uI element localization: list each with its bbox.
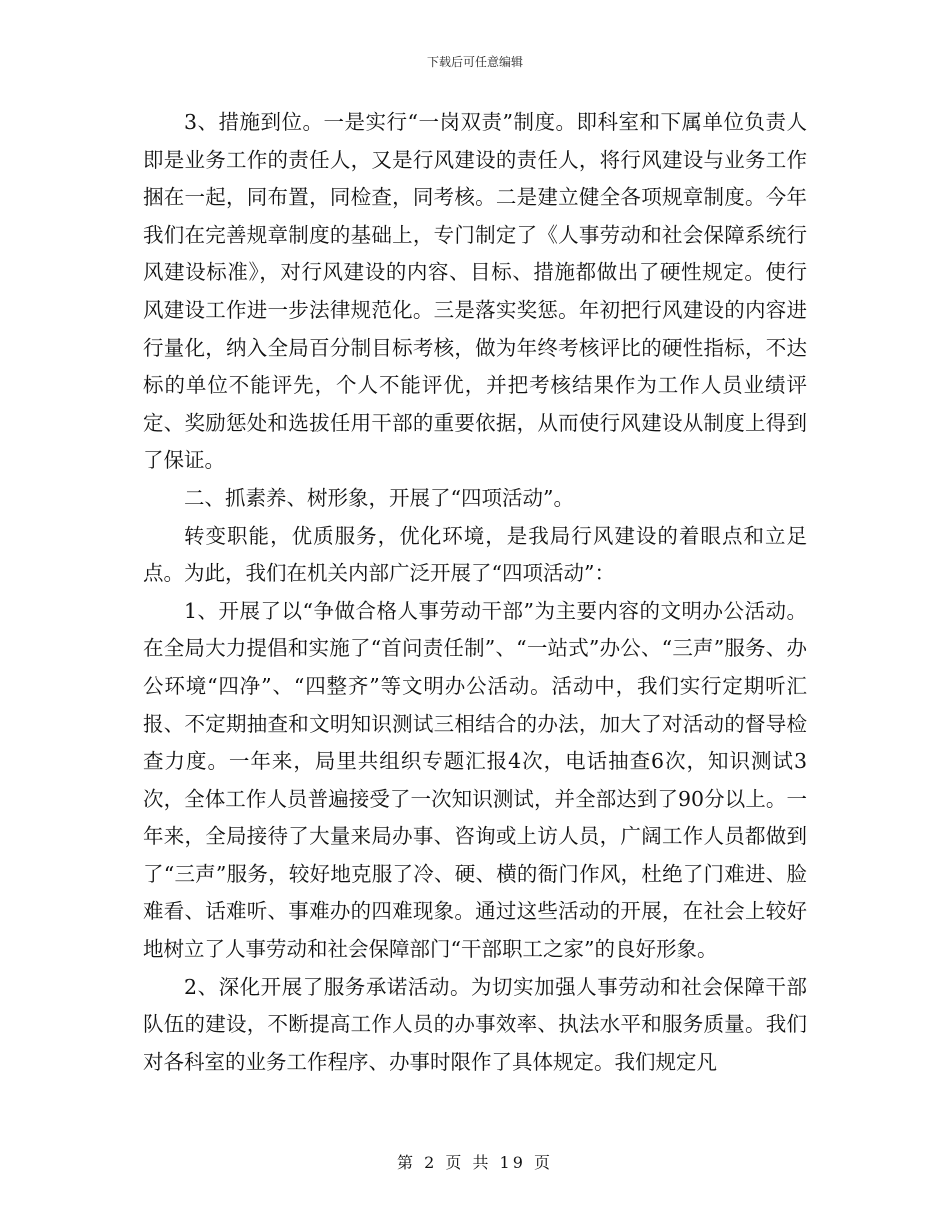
paragraph-activity-2: 2、深化开展了服务承诺活动。为切实加强人事劳动和社会保障干部队伍的建设，不断提高工作人员的办事效率、执法水平和服务质量。我们对各科室的业务工作程序、办事时限作了具体规定。我们规定凡 (143, 974, 807, 1074)
paragraph-activity-1: 1、开展了以“争做合格人事劳动干部”为主要内容的文明办公活动。在全局大力提倡和实施了“首问责任制”、“一站式”办公、“三声”服务、办公环境“四净”、“四整齐”等文明办公活动。活动中，我们实行定期听汇报、不定期抽查和文明知识测试三相结合的办法，加大了对活动的督导检查力度。一年来，局里共组织专题汇报4次，电话抽查6次，知识测试3次，全体工作人员普遍接受了一次知识测试，并全部达到了90分以上。一年来，全局接待了大量来局办事、咨询或上访人员，广阔工作人员都做到了“三声”服务，较好地克服了冷、硬、横的衙门作风，杜绝了门难进、脸难看、话难听、事难办的四难现象。通过这些活动的开展，在社会上较好地树立了人事劳动和社会保障部门“干部职工之家”的良好形象。 (143, 598, 807, 962)
paragraph-intro: 转变职能，优质服务，优化环境，是我局行风建设的着眼点和立足点。为此，我们在机关内部广泛开展了“四项活动”： (143, 523, 807, 586)
document-body (143, 104, 807, 1081)
page-number-footer: 第 2 页 共 19 页 (397, 1153, 553, 1172)
paragraph-measures: 3、措施到位。一是实行“一岗双责”制度。即科室和下属单位负责人即是业务工作的责任人，又是行风建设的责任人，将行风建设与业务工作捆在一起，同布置，同检查，同考核。二是建立健全各项规章制度。今年我们在完善规章制度的基础上，专门制定了《人事劳动和社会保障系统行风建设标准》，对行风建设的内容、目标、措施都做出了硬性规定。使行风建设工作进一步法律规范化。三是落实奖惩。年初把行风建设的内容进行量化，纳入全局百分制目标考核，做为年终考核评比的硬性指标，不达标的单位不能评先，个人不能评优，并把考核结果作为工作人员业绩评定、奖励惩处和选拔任用干部的重要依据，从而使行风建设从制度上得到了保证。 (143, 110, 807, 473)
page-header: 下载后可任意编辑 (426, 55, 523, 69)
paragraph-section-heading: 二、抓素养、树形象，开展了“四项活动”。 (184, 485, 574, 510)
